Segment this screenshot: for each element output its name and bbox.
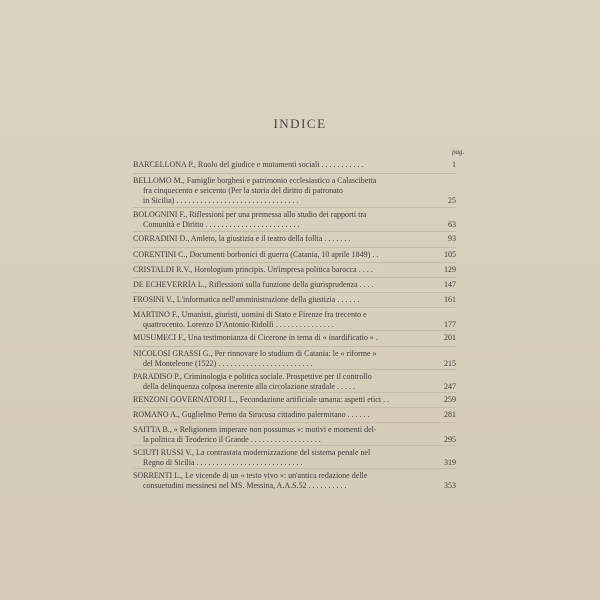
toc-separator <box>133 262 456 263</box>
toc-entry-line: RENZONI GOVERNATORI L., Fecondazione artificiale umana: aspetti etici . . <box>133 395 390 404</box>
toc-entry <box>133 333 430 343</box>
toc-entry <box>133 310 430 330</box>
toc-page-number: 319 <box>444 458 456 467</box>
toc-separator <box>133 330 456 331</box>
toc-entry-line: MARTINO F., Umanisti, giuristi, uomini di Stato e Firenze fra trecento e <box>133 310 367 319</box>
index-title: INDICE <box>273 116 327 131</box>
toc-entry-line: DE ECHEVERRÍA L., Riflessioni sulla funzione della giurisprudenza . . . . <box>133 280 374 289</box>
toc-entry-line: CRISTALDI R.V., Horologium principis. Un'impresa politica barocca . . . . <box>133 265 373 274</box>
toc-entry <box>133 160 430 170</box>
toc-entry <box>133 425 430 445</box>
toc-separator <box>133 346 456 347</box>
toc-entry-line: fra cinquecento e seicento (Per la storia del diritto di patronato <box>143 186 343 195</box>
toc-page-number: 177 <box>444 320 456 329</box>
toc-entry <box>133 471 430 491</box>
toc-page-number: 295 <box>444 435 456 444</box>
toc-entry <box>133 210 430 230</box>
toc-page-number: 259 <box>444 395 456 404</box>
toc-separator <box>133 307 456 308</box>
toc-entry <box>133 448 430 468</box>
toc-entry <box>133 410 430 420</box>
toc-entry-line: MUSUMECI F., Una testimonianza di Cicerone in tema di « inardificatio » . <box>133 333 378 342</box>
toc-separator <box>133 407 456 408</box>
toc-entry-line: BARCELLONA P., Ruolo del giudice e mutamenti sociali . . . . . . . . . . . <box>133 160 364 169</box>
toc-entry <box>133 349 430 369</box>
toc-separator <box>133 392 456 393</box>
toc-page-number: 63 <box>448 220 456 229</box>
toc-entry-line: quattrocento. Lorenzo D'Antonio Ridolfi . . . . . . . . . . . . . . . <box>143 320 334 329</box>
toc-page-number: 247 <box>444 382 456 391</box>
toc-page-number: 1 <box>452 160 456 169</box>
toc-entry-line: NICOLOSI GRASSI G., Per rinnovare lo studium di Catania: le « riforme » <box>133 349 377 358</box>
toc-entry-line: BOLOGNINI F., Riflessioni per una premessa allo studio dei rapporti tra <box>133 210 367 219</box>
toc-page-number: 215 <box>444 359 456 368</box>
toc-entry-line: del Monteleone (1522) . . . . . . . . . . . . . . . . . . . . . . . . <box>143 359 313 368</box>
toc-page-number: 129 <box>444 265 456 274</box>
toc-separator <box>133 292 456 293</box>
toc-entry-line: la politica di Teoderico il Grande . . . . . . . . . . . . . . . . . . <box>143 435 321 444</box>
toc-separator <box>133 468 456 469</box>
toc-entry-line: della delinquenza colposa inerente alla circolazione stradale . . . . . <box>143 382 355 391</box>
toc-entry-line: BELLOMO M., Famiglie borghesi e patrimonio ecclesiastico a Calascibetta <box>133 176 377 185</box>
toc-entry <box>133 295 430 305</box>
toc-entry-line: ROMANO A., Guglielmo Perno da Siracusa cittadino palermitano . . . . . . <box>133 410 370 419</box>
toc-entry-line: CORENTINI C., Documenti borbonici di guerra (Catania, 10 aprile 1849) . . <box>133 250 379 259</box>
toc-page-number: 353 <box>444 481 456 490</box>
toc-entry-line: Comunità e Diritto . . . . . . . . . . . . . . . . . . . . . . . . <box>143 220 300 229</box>
toc-entry-line: CORRADINI D., Amleto, la giustizia e il teatro della follia . . . . . . . <box>133 234 351 243</box>
toc-entry-line: SORRENTI L., Le vicende di un « testo vivo »: un'antica redazione delle <box>133 471 368 480</box>
toc-entry-line: SCIUTI RUSSI V., La contrastata modernizzazione del sistema penale nel <box>133 448 371 457</box>
toc-separator <box>133 173 456 174</box>
toc-separator <box>133 207 456 208</box>
toc-entry-line: in Sicilia) . . . . . . . . . . . . . . . . . . . . . . . . . . . . . . . <box>143 196 299 205</box>
toc-entry <box>133 176 430 206</box>
toc-page-number: 201 <box>444 333 456 342</box>
toc-entry-line: FROSINI V., L'informatica nell'amministrazione della giustizia . . . . . . <box>133 295 360 304</box>
toc-entry-line: consuetudini messinesi nel MS. Messina, A.A.S.52 . . . . . . . . . . <box>143 481 347 490</box>
toc-entry <box>133 265 430 275</box>
toc-page-number: 147 <box>444 280 456 289</box>
page-column-label: pag. <box>452 148 465 156</box>
toc-separator <box>133 369 456 370</box>
toc-separator <box>133 422 456 423</box>
toc-page-number: 281 <box>444 410 456 419</box>
toc-page-number: 105 <box>444 250 456 259</box>
toc-entry <box>133 234 430 244</box>
toc-entry <box>133 280 430 290</box>
toc-separator <box>133 247 456 248</box>
toc-page-number: 25 <box>448 196 456 205</box>
toc-entry <box>133 372 430 392</box>
toc-entry-line: PARADISO P., Criminologia e politica sociale. Prospettive per il controllo <box>133 372 372 381</box>
toc-separator <box>133 231 456 232</box>
toc-entry-line: SAITTA B., « Religionem imperare non possumus »: motivi e momenti del- <box>133 425 377 434</box>
toc-page-number: 161 <box>444 295 456 304</box>
toc-page-number: 93 <box>448 234 456 243</box>
toc-entry <box>133 395 430 405</box>
toc-entry-line: Regno di Sicilia . . . . . . . . . . . . . . . . . . . . . . . . . . . <box>143 458 303 467</box>
toc-separator <box>133 445 456 446</box>
toc-entry <box>133 250 430 260</box>
toc-separator <box>133 277 456 278</box>
